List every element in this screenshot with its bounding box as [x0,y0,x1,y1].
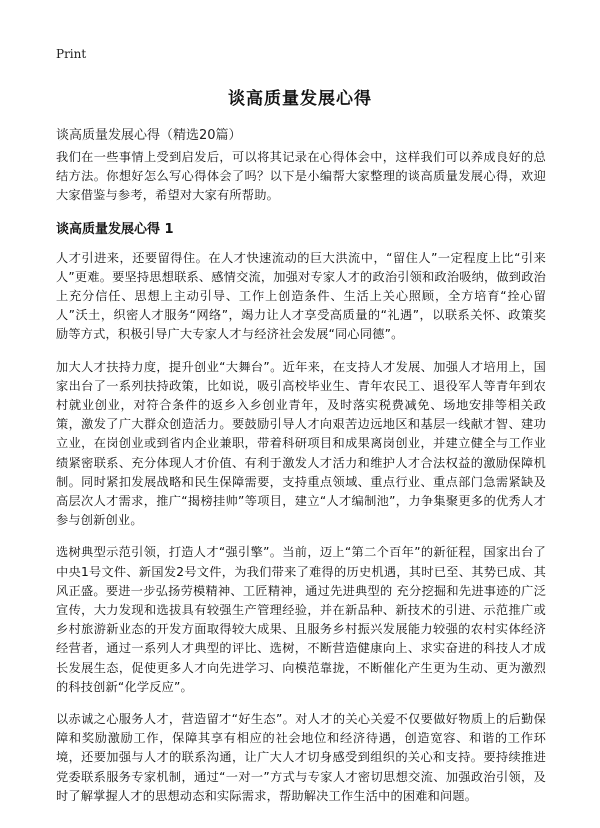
document-body [56,148,546,819]
body-paragraph-3: 选树典型示范引领，打造人才“强引擎”。当前，迈上“第二个百年”的新征程，国家出台了中央1号文件、新国发2号文件，为我们带来了难得的历史机遇，其时已至、其势已成、其风正盛。要进一步弘扬劳模精神、工匠精神，通过先进典型的 充分挖掘和先进事迹的广泛宣传，大力发现和选拔具有较强生产管理经验，并在新品种、新技术的引进、示范推广或乡村旅游新业态的开发方面取得较大成果、且服务乡村振兴发展能力较强的农村实体经济经营者，通过一系列人才典型的评比、选树，不断营造健康向上、求实奋进的科技人才成长发展生态，促使更多人才向先进学习、向模范靠拢，不断催化产生更为生动、更为激烈的科技创新“化学反应”。 [56,545,546,694]
section-heading: 谈高质量发展心得 1 [56,221,174,237]
body-paragraph-2: 加大人才扶持力度，提升创业“大舞台”。近年来，在支持人才发展、加强人才培用上，国家出台了一系列扶持政策，比如说，吸引高校毕业生、青年农民工、退役军人等青年到农村就业创业，对符合条件的返乡入乡创业青年，及时落实税费减免、场地安排等相关政策，激发了广大群众创造活力。要鼓励引导人才向艰苦边远地区和基层一线献才智、建功立业，在岗创业或到省内企业兼职，带着科研项目和成果离岗创业，并建立健全与工作业绩紧密联系、充分体现人才价值、有利于激发人才活力和维护人才合法权益的激励保障机制。同时紧扣发展战略和民生保障需要，支持重点领域、重点行业、重点部门急需紧缺及高层次人才需求，推广“揭榜挂帅”等项目，建立“人才编制池”，力争集聚更多的优秀人才参与创新创业。 [56,359,546,528]
intro-paragraph: 我们在一些事情上受到启发后，可以将其记录在心得体会中，这样我们可以养成良好的总结方法。你想好怎么写心得体会了吗？以下是小编帮大家整理的谈高质量发展心得，欢迎大家借鉴与参考，希望对大家有所帮助。 [56,150,546,203]
body-paragraph-4: 以赤诚之心服务人才，营造留才“好生态”。对人才的关心关爱不仅要做好物质上的后勤保障和奖励激励工作，保障其享有相应的社会地位和经济待遇，创造宽容、和谐的工作环境，还要加强与人才的联系沟通，让广大人才切身感受到组织的关心和支持。要持续推进党委联系服务专家机制，通过“一对一”方式与专家人才密切思想交流、加强政治引领，及时了解掌握人才的思想动态和实际需求，帮助解决工作生活中的困难和问题。 [56,712,546,803]
print-link[interactable]: Print [56,47,87,61]
body-paragraph-1: 人才引进来，还要留得住。在人才快速流动的巨大洪流中，“留住人”一定程度上比“引来人”更难。要坚持思想联系、感情交流，加强对专家人才的政治引领和政治吸纳，做到政治上充分信任、思想上主动引导、工作上创造条件、生活上关心照顾，全方培育“拴心留人”沃土，织密人才服务“网络”，竭力让人才享受高质量的“礼遇”，以联系关怀、政策奖励等方式，积极引导广大专家人才与经济社会发展“同心同德”。 [56,250,546,342]
document-subtitle: 谈高质量发展心得（精选20篇） [56,128,242,143]
page-title: 谈高质量发展心得 [228,89,372,109]
